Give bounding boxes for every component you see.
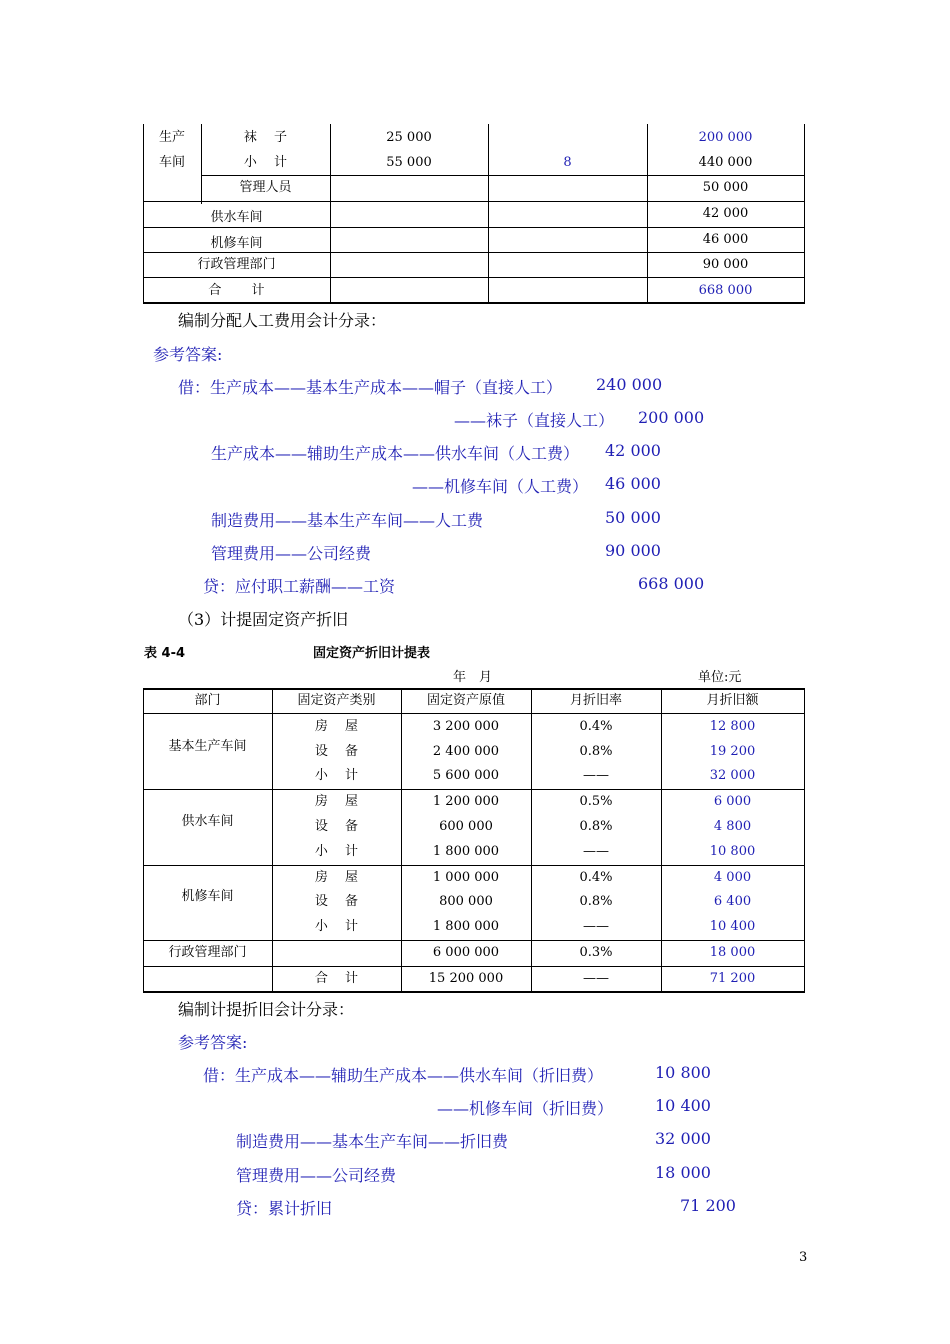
- original-value: 2 400 000: [432, 744, 500, 759]
- amount: 4 800: [713, 819, 752, 834]
- row-value: 55 000: [386, 155, 432, 170]
- entry-amount: 10 800: [655, 1063, 711, 1082]
- entry-amount: 32 000: [655, 1129, 711, 1148]
- amount: 6 400: [713, 894, 752, 909]
- row-amount: 200 000: [698, 130, 753, 145]
- original-value: 5 600 000: [432, 768, 500, 783]
- category: 房 屋: [314, 870, 359, 885]
- entry-amount: 90 000: [605, 541, 661, 560]
- entry-amount: 668 000: [638, 574, 705, 593]
- amount: 12 800: [709, 719, 756, 734]
- row-amount: 46 000: [702, 232, 749, 247]
- entry-amount: 42 000: [605, 441, 661, 460]
- entry-text: 借：生产成本——基本生产成本——帽子（直接人工）: [178, 378, 563, 397]
- depreciation-table: [143, 688, 805, 993]
- amount: 19 200: [709, 744, 756, 759]
- table-title: 固定资产折旧计提表: [313, 646, 431, 661]
- table-number: 表 4-4: [144, 646, 186, 661]
- original-value: 1 200 000: [432, 794, 500, 809]
- rate: ——: [583, 919, 609, 934]
- rate: 0.8%: [579, 894, 613, 909]
- row-rate: 8: [563, 155, 572, 170]
- category: 设 备: [314, 744, 359, 759]
- rate: 0.3%: [579, 945, 613, 960]
- total-amount: 71 200: [709, 971, 756, 986]
- dept-label: 行政管理部门: [168, 945, 247, 960]
- header-dept: 部门: [194, 693, 221, 708]
- category: 小 计: [314, 919, 359, 934]
- entry-text: ——机修车间（人工费）: [412, 477, 589, 496]
- category: 设 备: [314, 894, 359, 909]
- category: 小 计: [314, 768, 359, 783]
- category: 设 备: [314, 819, 359, 834]
- entry-text: 制造费用——基本生产车间——人工费: [211, 511, 484, 530]
- header-category: 固定资产类别: [297, 693, 376, 708]
- rate: ——: [583, 844, 609, 859]
- row-amount: 42 000: [702, 206, 749, 221]
- rate: 0.4%: [579, 719, 613, 734]
- original-value: 3 200 000: [432, 719, 500, 734]
- entry-text: 贷：累计折旧: [236, 1199, 333, 1218]
- answer-label: 参考答案:: [153, 345, 223, 364]
- header-amount: 月折旧额: [706, 693, 759, 708]
- dept-label: 基本生产车间: [168, 739, 247, 754]
- row-item: 袜 子: [243, 130, 288, 145]
- group-label: 生产: [158, 130, 185, 145]
- row-amount: 440 000: [698, 155, 753, 170]
- amount: 4 000: [713, 870, 752, 885]
- group-label: 车间: [158, 155, 185, 170]
- amount: 10 800: [709, 844, 756, 859]
- category: 房 屋: [314, 719, 359, 734]
- total-original-value: 15 200 000: [428, 971, 504, 986]
- original-value: 600 000: [439, 819, 493, 834]
- row-amount: 90 000: [702, 257, 749, 272]
- entry-amount: 200 000: [638, 408, 705, 427]
- original-value: 1 800 000: [432, 919, 500, 934]
- entry-amount: 18 000: [655, 1163, 711, 1182]
- row-amount: 50 000: [702, 180, 749, 195]
- row-item: 机修车间: [210, 236, 263, 251]
- date-line: 年 月: [453, 670, 493, 685]
- header-original-value: 固定资产原值: [426, 693, 505, 708]
- entry-text: ——袜子（直接人工）: [454, 411, 615, 430]
- rate: ——: [583, 768, 609, 783]
- original-value: 1 000 000: [432, 870, 500, 885]
- amount: 6 000: [713, 794, 752, 809]
- entry-amount: 71 200: [680, 1196, 736, 1215]
- entry-amount: 50 000: [605, 508, 661, 527]
- entry-text: 制造费用——基本生产车间——折旧费: [236, 1132, 509, 1151]
- page-number: 3: [799, 1250, 808, 1265]
- amount: 10 400: [709, 919, 756, 934]
- amount: 18 000: [709, 945, 756, 960]
- rate: 0.4%: [579, 870, 613, 885]
- entry-text: 生产成本——辅助生产成本——供水车间（人工费）: [211, 444, 580, 463]
- amount: 32 000: [709, 768, 756, 783]
- total-rate: ——: [583, 971, 609, 986]
- total-amount: 668 000: [698, 283, 753, 298]
- entry-text: 借：生产成本——辅助生产成本——供水车间（折旧费）: [203, 1066, 604, 1085]
- category: 小 计: [314, 844, 359, 859]
- section-intro: 编制分配人工费用会计分录：: [178, 311, 387, 330]
- rate: 0.8%: [579, 819, 613, 834]
- row-item: 供水车间: [210, 210, 263, 225]
- labor-allocation-table: [143, 124, 805, 304]
- dept-label: 供水车间: [181, 814, 234, 829]
- rate: 0.8%: [579, 744, 613, 759]
- total-label: 合 计: [208, 283, 265, 298]
- original-value: 800 000: [439, 894, 493, 909]
- rate: 0.5%: [579, 794, 613, 809]
- entry-amount: 46 000: [605, 474, 661, 493]
- row-value: 25 000: [386, 130, 432, 145]
- row-item: 小 计: [243, 155, 288, 170]
- answer-label: 参考答案:: [178, 1033, 248, 1052]
- total-label: 合 计: [314, 971, 359, 986]
- original-value: 1 800 000: [432, 844, 500, 859]
- entry-text: 管理费用——公司经费: [211, 544, 372, 563]
- dept-label: 机修车间: [181, 889, 234, 904]
- header-rate: 月折旧率: [569, 693, 622, 708]
- row-item: 管理人员: [239, 180, 292, 195]
- entry-text: 贷：应付职工薪酬——工资: [203, 577, 396, 596]
- entry-text: 管理费用——公司经费: [236, 1166, 397, 1185]
- original-value: 6 000 000: [432, 945, 500, 960]
- entry-text: ——机修车间（折旧费）: [437, 1099, 614, 1118]
- category: 房 屋: [314, 794, 359, 809]
- section-intro: 编制计提折旧会计分录：: [178, 1000, 355, 1019]
- unit-label: 单位:元: [698, 670, 742, 685]
- entry-amount: 10 400: [655, 1096, 711, 1115]
- row-item: 行政管理部门: [197, 257, 276, 272]
- entry-amount: 240 000: [596, 375, 663, 394]
- section-heading: （3）计提固定资产折旧: [178, 610, 349, 629]
